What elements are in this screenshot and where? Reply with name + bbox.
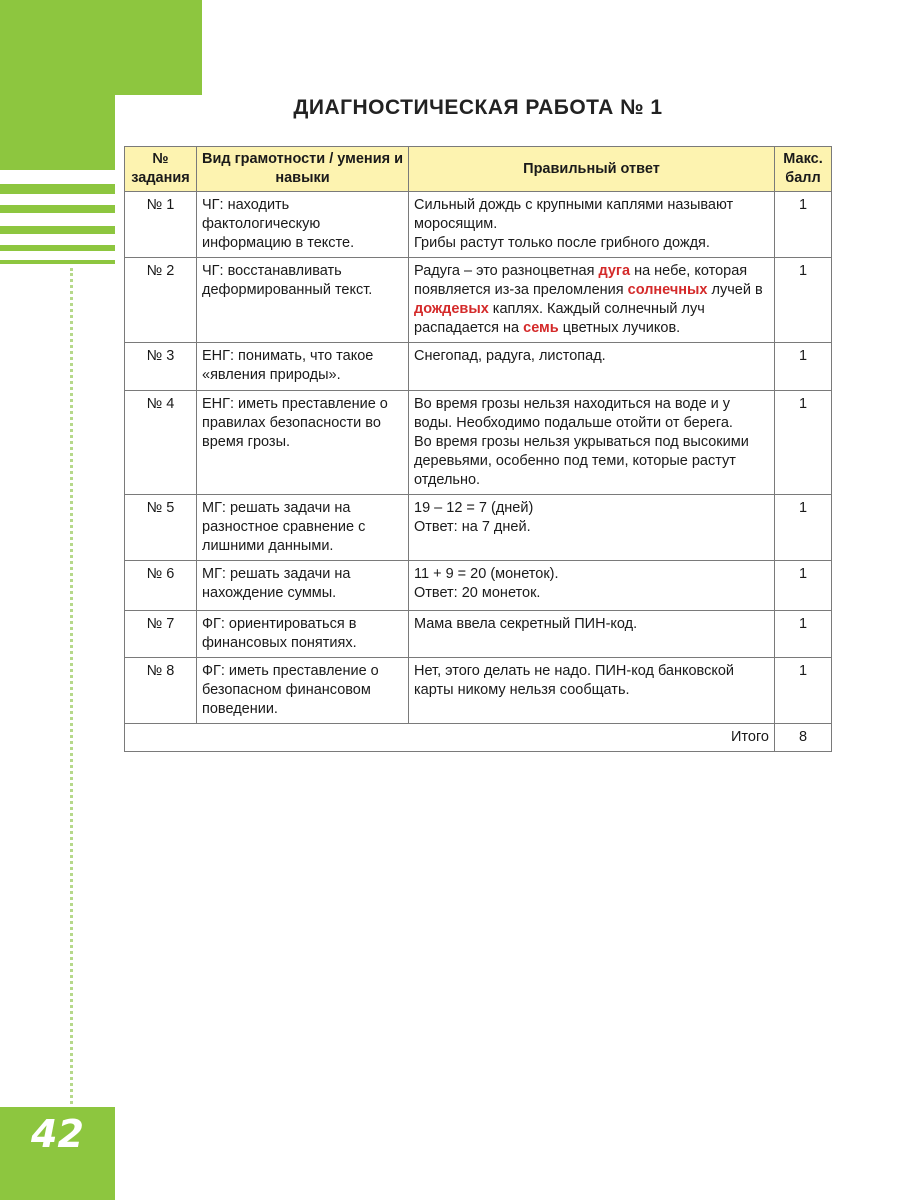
header-task-number: № задания	[125, 147, 197, 192]
task-number: № 8	[125, 658, 197, 724]
skill-cell: ФГ: ориентироваться в финансовых понятиях.	[197, 611, 409, 658]
answer-text: цветных лучиков.	[558, 320, 681, 336]
page-number: 42	[31, 1112, 84, 1156]
task-number: № 5	[125, 495, 197, 561]
score-cell: 1	[775, 192, 832, 258]
task-number: № 6	[125, 561, 197, 611]
green-stripe	[0, 260, 115, 264]
answer-line: Мама ввела секретный ПИН-код.	[414, 616, 638, 632]
score-cell: 1	[775, 343, 832, 391]
skill-cell: ЧГ: находить фактологическую информацию в тексте.	[197, 192, 409, 258]
skill-cell: ЧГ: восстанавливать деформированный текст.	[197, 258, 409, 343]
score-cell: 1	[775, 611, 832, 658]
score-cell: 1	[775, 658, 832, 724]
total-row	[125, 724, 832, 752]
highlighted-word: дождевых	[414, 301, 489, 317]
green-stripe	[0, 245, 115, 251]
answer-cell	[409, 258, 775, 343]
table-row	[125, 495, 832, 561]
total-label: Итого	[125, 724, 775, 752]
task-number: № 3	[125, 343, 197, 391]
green-stripe	[0, 184, 115, 194]
table-header-row	[125, 147, 832, 192]
green-margin-block	[0, 95, 115, 170]
answer-line: Снегопад, радуга, листопад.	[414, 348, 606, 364]
header-skill: Вид грамотности / умения и навыки	[197, 147, 409, 192]
green-stripe	[0, 205, 115, 213]
table-row	[125, 561, 832, 611]
answer-text: на небе, которая появляется из-за преломления	[414, 263, 748, 298]
answers-table	[124, 146, 832, 752]
table-row	[125, 391, 832, 495]
answer-line: 19 – 12 = 7 (дней)	[414, 500, 534, 516]
score-cell: 1	[775, 561, 832, 611]
highlighted-word: дуга	[598, 263, 631, 279]
highlighted-word: солнечных	[627, 282, 708, 298]
highlighted-word: семь	[523, 320, 559, 336]
answer-cell	[409, 611, 775, 658]
table-row	[125, 258, 832, 343]
answer-line: Ответ: 20 монеток.	[414, 585, 541, 601]
skill-cell: ЕНГ: иметь преставление о правилах безопасности во время грозы.	[197, 391, 409, 495]
answer-cell	[409, 192, 775, 258]
dotted-margin-line	[70, 268, 73, 1104]
table-row	[125, 192, 832, 258]
task-number: № 1	[125, 192, 197, 258]
header-answer: Правильный ответ	[409, 147, 775, 192]
table-row	[125, 611, 832, 658]
answer-cell	[409, 658, 775, 724]
task-number: № 7	[125, 611, 197, 658]
total-value: 8	[775, 724, 832, 752]
green-stripe	[0, 226, 115, 234]
score-cell: 1	[775, 495, 832, 561]
task-number: № 2	[125, 258, 197, 343]
answer-line: Сильный дождь с крупными каплями называют моросящим.	[414, 197, 734, 232]
skill-cell: ЕНГ: понимать, что такое «явления природы».	[197, 343, 409, 391]
answer-text: лучей в	[707, 282, 763, 298]
answer-line: Во время грозы нельзя укрываться под высокими деревьями, особенно под теми, которые растут отдельно.	[414, 434, 749, 488]
score-cell: 1	[775, 391, 832, 495]
answer-cell	[409, 391, 775, 495]
answer-line: Ответ: на 7 дней.	[414, 519, 531, 535]
answer-line: Нет, этого делать не надо. ПИН-код банковской карты никому нельзя сообщать.	[414, 663, 735, 698]
task-number: № 4	[125, 391, 197, 495]
table-row	[125, 343, 832, 391]
skill-cell: МГ: решать задачи на нахождение суммы.	[197, 561, 409, 611]
score-cell: 1	[775, 258, 832, 343]
answer-text: Радуга – это разноцветная	[414, 263, 599, 279]
skill-cell: МГ: решать задачи на разностное сравнение с лишними данными.	[197, 495, 409, 561]
header-max-score: Макс. балл	[775, 147, 832, 192]
green-corner-block	[0, 0, 202, 95]
answer-cell	[409, 343, 775, 391]
answer-line: Грибы растут только после грибного дождя.	[414, 235, 710, 251]
answer-line: Во время грозы нельзя находиться на воде и у воды. Необходимо подальше отойти от берега.	[414, 396, 733, 431]
answer-cell	[409, 495, 775, 561]
answer-line: 11 + 9 = 20 (монеток).	[414, 566, 559, 582]
page-title: ДИАГНОСТИЧЕСКАЯ РАБОТА № 1	[293, 96, 663, 119]
skill-cell: ФГ: иметь преставление о безопасном финансовом поведении.	[197, 658, 409, 724]
table-row	[125, 658, 832, 724]
answer-text: каплях. Каждый солнечный луч распадается на	[414, 301, 705, 336]
answer-cell	[409, 561, 775, 611]
